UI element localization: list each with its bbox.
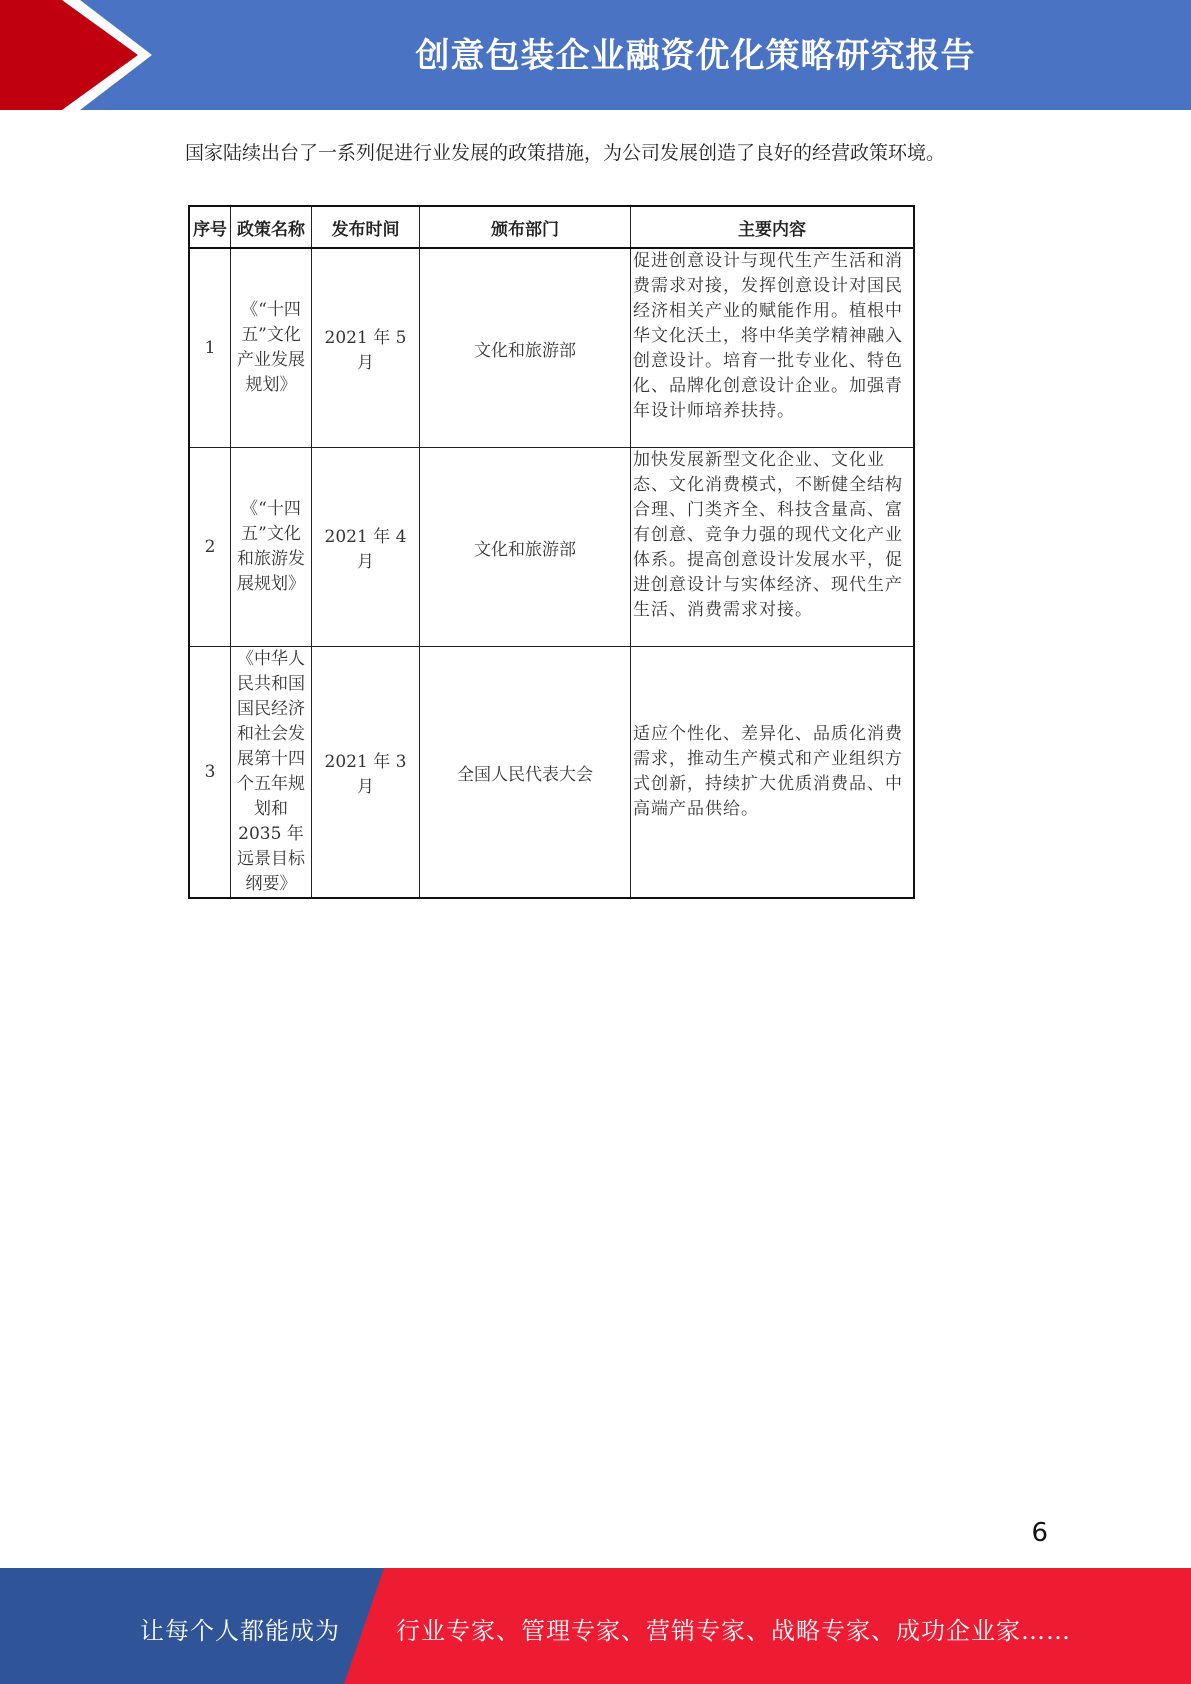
page-footer [0, 1568, 1191, 1684]
table-row [189, 248, 914, 448]
header-department: 颁布部门 [420, 206, 631, 248]
footer-slogan-left: 让每个人都能成为 [140, 1617, 340, 1645]
row-policy-name: 《中华人民共和国国民经济和社会发展第十四个五年规划和 2035 年远景目标纲要》 [231, 647, 312, 899]
policy-table-wrapper [188, 205, 915, 899]
row-content: 适应个性化、差异化、品质化消费需求，推动生产模式和产业组织方式创新，持续扩大优质消费品、中高端产品供给。 [631, 647, 915, 899]
intro-paragraph: 国家陆续出台了一系列促进行业发展的政策措施，为公司发展创造了良好的经营政策环境。 [185, 142, 946, 164]
header-chevron-icon [0, 0, 160, 110]
header-date: 发布时间 [312, 206, 420, 248]
row-content: 促进创意设计与现代生产生活和消费需求对接，发挥创意设计对国民经济相关产业的赋能作用。植根中华文化沃土，将中华美学精神融入创意设计。培育一批专业化、特色化、品牌化创意设计企业。加强青年设计师培养扶持。 [631, 248, 915, 448]
header-content: 主要内容 [631, 206, 915, 248]
row-date: 2021 年 4 月 [312, 448, 420, 647]
page-header [0, 0, 1191, 110]
row-date: 2021 年 3 月 [312, 647, 420, 899]
row-department: 文化和旅游部 [420, 248, 631, 448]
row-department: 文化和旅游部 [420, 448, 631, 647]
policy-table [188, 205, 915, 899]
table-row [189, 647, 914, 899]
row-content: 加快发展新型文化企业、文化业态、文化消费模式，不断健全结构合理、门类齐全、科技含量高、富有创意、竞争力强的现代文化产业体系。提高创意设计发展水平，促进创意设计与实体经济、现代生产生活、消费需求对接。 [631, 448, 915, 647]
header-index: 序号 [189, 206, 231, 248]
row-index: 1 [189, 248, 231, 448]
row-policy-name: 《“十四五”文化产业发展规划》 [231, 248, 312, 448]
row-department: 全国人民代表大会 [420, 647, 631, 899]
table-header-row [189, 206, 914, 248]
row-index: 3 [189, 647, 231, 899]
row-date: 2021 年 5 月 [312, 248, 420, 448]
row-policy-name: 《“十四五”文化和旅游发展规划》 [231, 448, 312, 647]
header-policy-name: 政策名称 [231, 206, 312, 248]
row-index: 2 [189, 448, 231, 647]
page-number: 6 [1031, 1518, 1048, 1548]
table-row [189, 448, 914, 647]
report-title: 创意包装企业融资优化策略研究报告 [415, 36, 976, 76]
footer-slogan-right: 行业专家、管理专家、营销专家、战略专家、成功企业家…… [396, 1617, 1071, 1645]
